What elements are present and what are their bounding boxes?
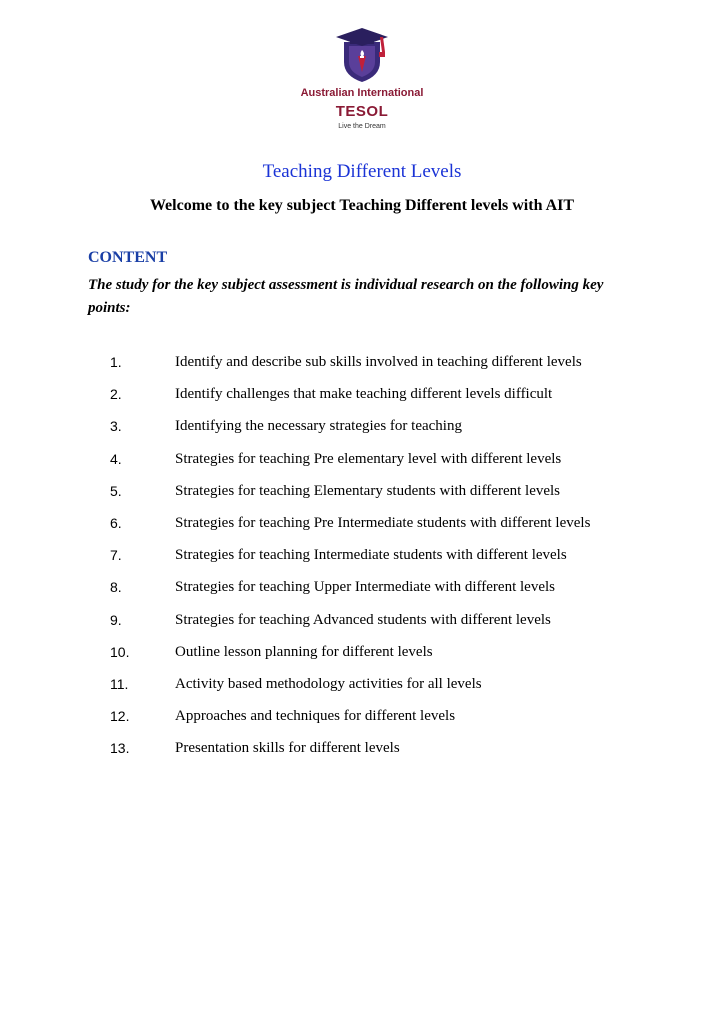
list-item xyxy=(0,606,724,638)
list-item-number: 7. xyxy=(110,547,122,564)
list-item-text: Identifying the necessary strategies for teaching xyxy=(175,418,462,435)
list-item-text: Outline lesson planning for different levels xyxy=(175,643,433,660)
list-item xyxy=(0,477,724,509)
list-item-number: 4. xyxy=(110,450,122,467)
list-item xyxy=(0,734,724,766)
list-item-number: 9. xyxy=(110,611,122,628)
list-item xyxy=(0,445,724,477)
list-item-text: Strategies for teaching Advanced students with different levels xyxy=(175,611,551,628)
list-item-text: Strategies for teaching Elementary students with different levels xyxy=(175,482,561,499)
list-item-text: Strategies for teaching Intermediate students with different levels xyxy=(175,547,567,564)
logo-line-2: TESOL xyxy=(335,103,389,120)
list-item-number: 12. xyxy=(110,708,130,725)
list-item-number: 11. xyxy=(110,675,129,692)
content-heading: CONTENT xyxy=(88,249,168,266)
list-item-text: Strategies for teaching Upper Intermediate with different levels xyxy=(175,579,555,596)
list-item-text: Presentation skills for different levels xyxy=(175,740,400,757)
list-item xyxy=(0,348,724,380)
list-item xyxy=(0,670,724,702)
key-points-list xyxy=(0,348,724,766)
list-item xyxy=(0,638,724,670)
list-item xyxy=(0,509,724,541)
list-item xyxy=(0,573,724,605)
list-item-number: 10. xyxy=(110,643,130,660)
logo-tagline: Live the Dream xyxy=(338,123,386,130)
list-item-text: Strategies for teaching Pre elementary level with different levels xyxy=(175,450,562,467)
list-item xyxy=(0,702,724,734)
list-item xyxy=(0,412,724,444)
list-item-text: Identify challenges that make teaching different levels difficult xyxy=(175,386,553,403)
list-item-text: Activity based methodology activities for all levels xyxy=(175,675,482,692)
list-item-number: 1. xyxy=(110,354,122,370)
list-item-number: 2. xyxy=(110,386,122,403)
list-item-number: 6. xyxy=(110,514,122,531)
list-item-number: 3. xyxy=(110,418,122,435)
list-item-text: Identify and describe sub skills involved in teaching different levels xyxy=(175,354,582,370)
list-item-number: 13. xyxy=(110,740,130,757)
list-item-text: Approaches and techniques for different levels xyxy=(175,708,456,725)
graduation-shield-icon xyxy=(334,26,390,84)
page-subtitle: Welcome to the key subject Teaching Different levels with AIT xyxy=(149,197,575,214)
list-item-number: 5. xyxy=(110,482,122,499)
page-title: Teaching Different Levels xyxy=(262,161,462,182)
logo-line-1: Australian International xyxy=(300,87,424,99)
list-item xyxy=(0,380,724,412)
list-item-text: Strategies for teaching Pre Intermediate students with different levels xyxy=(175,514,591,531)
logo xyxy=(0,26,724,138)
list-item xyxy=(0,541,724,573)
list-item-number: 8. xyxy=(110,579,122,596)
content-intro: The study for the key subject assessment is individual research on the following key points: xyxy=(88,277,604,316)
